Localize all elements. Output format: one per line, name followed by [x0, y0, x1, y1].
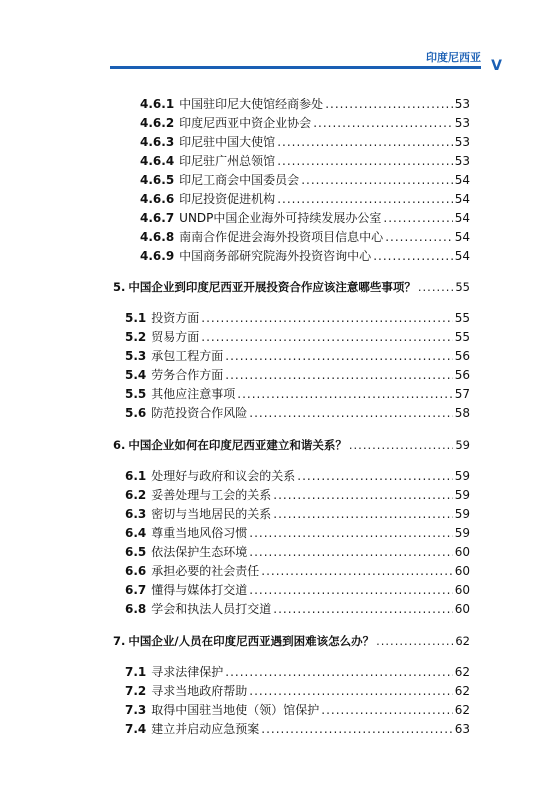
toc-entry-title: 投资方面 [151, 311, 200, 325]
toc-entry-page: 54 [454, 173, 470, 187]
toc-entry-title: 密切与当地居民的关系 [151, 507, 272, 521]
toc-entry-page: 58 [454, 406, 470, 420]
toc-entry-number: 5.1 [125, 311, 147, 325]
toc-leader-dots [376, 633, 453, 649]
toc-chapter-7[interactable] [113, 633, 470, 649]
toc-entry-title: 寻求当地政府帮助 [151, 684, 248, 698]
toc-leader-dots [249, 525, 452, 541]
toc-entry-title: 贸易方面 [151, 330, 200, 344]
toc-entry-number: 6.2 [125, 488, 147, 502]
header-title: 印度尼西亚 [426, 51, 481, 64]
toc-chapter-5[interactable] [113, 279, 470, 295]
toc-leader-dots [249, 544, 452, 560]
toc-entry[interactable] [140, 153, 470, 169]
toc-chapter-page: 62 [455, 634, 470, 648]
toc-entry[interactable] [125, 405, 470, 421]
toc-leader-dots [349, 437, 453, 453]
toc-entry[interactable] [140, 248, 470, 264]
toc-entry-title: 中国驻印尼大使馆经商参处 [179, 97, 324, 111]
toc-entry[interactable] [125, 310, 470, 326]
toc-leader-dots [277, 153, 453, 169]
toc-entry[interactable] [125, 544, 470, 560]
toc-entry-number: 5.4 [125, 368, 147, 382]
toc-entry-page: 60 [454, 545, 470, 559]
toc-entry-page: 53 [454, 97, 470, 111]
toc-entry-number: 7.3 [125, 703, 147, 717]
toc-leader-dots [249, 683, 452, 699]
toc-entry-title: 印尼工商会中国委员会 [179, 173, 300, 187]
toc-leader-dots [385, 229, 453, 245]
toc-entry-page: 62 [454, 703, 470, 717]
toc-entry-page: 55 [454, 330, 470, 344]
toc-entry-page: 54 [454, 192, 470, 206]
toc-chapter-page: 59 [455, 438, 470, 452]
toc-entry-number: 6.8 [125, 602, 147, 616]
toc-entry-number: 4.6.4 [140, 154, 175, 168]
toc-entry-page: 60 [454, 583, 470, 597]
toc-entry-number: 4.6.5 [140, 173, 175, 187]
toc-entry-title: 尊重当地风俗习惯 [151, 526, 248, 540]
toc-entry[interactable] [125, 348, 470, 364]
toc-entry-page: 53 [454, 154, 470, 168]
toc-leader-dots [273, 506, 452, 522]
toc-entry-title: 处理好与政府和议会的关系 [151, 469, 296, 483]
toc-entry-title: 承包工程方面 [151, 349, 224, 363]
toc-entry[interactable] [125, 702, 470, 718]
toc-leader-dots [273, 601, 452, 617]
toc-entry-number: 4.6.2 [140, 116, 175, 130]
toc-entry-page: 59 [454, 507, 470, 521]
toc-entry-title: 印度尼西亚中资企业协会 [179, 116, 312, 130]
toc-chapter-6[interactable] [113, 437, 470, 453]
toc-entry[interactable] [125, 487, 470, 503]
toc-entry-title: 懂得与媒体打交道 [151, 583, 248, 597]
toc-entry[interactable] [125, 683, 470, 699]
toc-entry-title: 承担必要的社会责任 [151, 564, 260, 578]
toc-entry-number: 6.1 [125, 469, 147, 483]
toc-entry-page: 62 [454, 665, 470, 679]
toc-leader-dots [313, 115, 453, 131]
toc-entry-page: 60 [454, 564, 470, 578]
toc-entry-number: 4.6.3 [140, 135, 175, 149]
toc-entry[interactable] [125, 563, 470, 579]
toc-entry-number: 7.4 [125, 722, 147, 736]
toc-leader-dots [261, 563, 452, 579]
toc-leader-dots [237, 386, 452, 402]
toc-leader-dots [418, 279, 453, 295]
toc-entry-number: 4.6.6 [140, 192, 175, 206]
toc-entry-number: 6.7 [125, 583, 147, 597]
toc-leader-dots [249, 405, 452, 421]
toc-entry-page: 54 [454, 211, 470, 225]
toc-entry-title: 建立并启动应急预案 [151, 722, 260, 736]
toc-entry[interactable] [140, 96, 470, 112]
toc-leader-dots [383, 210, 452, 226]
toc-entry-page: 56 [454, 349, 470, 363]
toc-leader-dots [225, 348, 452, 364]
toc-chapter-page: 55 [455, 280, 470, 294]
toc-entry-page: 57 [454, 387, 470, 401]
toc-entry-page: 59 [454, 526, 470, 540]
toc-entry-number: 4.6.1 [140, 97, 175, 111]
toc-entry[interactable] [140, 210, 470, 226]
toc-entry-number: 7.2 [125, 684, 147, 698]
toc-entry-number: 5.6 [125, 406, 147, 420]
toc-chapter-number: 5. [113, 280, 126, 294]
toc-entry-title: 寻求法律保护 [151, 665, 224, 679]
toc-entry[interactable] [140, 191, 470, 207]
page-marker: V [491, 58, 502, 74]
toc-entry-number: 4.6.7 [140, 211, 175, 225]
toc-chapter-number: 7. [113, 634, 126, 648]
toc-entry-page: 62 [454, 684, 470, 698]
toc-entry-title: 取得中国驻当地使（领）馆保护 [151, 703, 320, 717]
toc-chapter-title: 中国企业到印度尼西亚开展投资合作应该注意哪些事项？ [128, 280, 416, 294]
toc-chapter-title: 中国企业/人员在印度尼西亚遇到困难该怎么办？ [128, 634, 375, 648]
toc-leader-dots [225, 664, 452, 680]
toc-entry[interactable] [125, 601, 470, 617]
toc-entry[interactable] [125, 386, 470, 402]
toc-entry-page: 59 [454, 469, 470, 483]
toc-entry-title: 学会和执法人员打交道 [151, 602, 272, 616]
toc-entry-number: 5.2 [125, 330, 147, 344]
toc-leader-dots [225, 367, 452, 383]
toc-entry[interactable] [140, 172, 470, 188]
toc-entry-page: 54 [454, 249, 470, 263]
toc-entry[interactable] [140, 115, 470, 131]
toc-leader-dots [201, 329, 452, 345]
toc-leader-dots [277, 191, 453, 207]
toc-entry-number: 6.4 [125, 526, 147, 540]
toc-entry-page: 54 [454, 230, 470, 244]
toc-entry[interactable] [125, 525, 470, 541]
toc-entry-title: 印尼投资促进机构 [179, 192, 276, 206]
toc-entry[interactable] [125, 367, 470, 383]
toc-entry-title: 南南合作促进会海外投资项目信息中心 [179, 230, 384, 244]
toc-leader-dots [273, 487, 452, 503]
toc-entry-number: 6.3 [125, 507, 147, 521]
toc-entry-page: 63 [454, 722, 470, 736]
toc-entry[interactable] [125, 664, 470, 680]
toc-leader-dots [321, 702, 452, 718]
toc-entry-number: 4.6.9 [140, 249, 175, 263]
toc-leader-dots [301, 172, 453, 188]
toc-entry-number: 5.3 [125, 349, 147, 363]
toc-entry[interactable] [125, 329, 470, 345]
toc-entry-number: 6.5 [125, 545, 147, 559]
toc-entry-page: 60 [454, 602, 470, 616]
toc-entry[interactable] [125, 582, 470, 598]
toc-entry-number: 7.1 [125, 665, 147, 679]
toc-entry-number: 6.6 [125, 564, 147, 578]
toc-entry-title: 劳务合作方面 [151, 368, 224, 382]
toc-entry-title: 防范投资合作风险 [151, 406, 248, 420]
toc-leader-dots [277, 134, 453, 150]
toc-leader-dots [297, 468, 452, 484]
toc-leader-dots [373, 248, 453, 264]
toc-leader-dots [201, 310, 452, 326]
toc-entry-number: 5.5 [125, 387, 147, 401]
toc-entry-page: 53 [454, 135, 470, 149]
toc-entry[interactable] [125, 506, 470, 522]
toc-entry-title: 依法保护生态环境 [151, 545, 248, 559]
toc-entry-title: 中国商务部研究院海外投资咨询中心 [179, 249, 372, 263]
toc-chapter-title: 中国企业如何在印度尼西亚建立和谐关系？ [128, 438, 347, 452]
toc-entry[interactable] [125, 721, 470, 737]
toc-entry-page: 53 [454, 116, 470, 130]
toc-entry-title: UNDP中国企业海外可持续发展办公室 [179, 211, 382, 225]
toc-leader-dots [325, 96, 453, 112]
toc-entry-title: 其他应注意事项 [151, 387, 236, 401]
toc-entry-number: 4.6.8 [140, 230, 175, 244]
toc-chapter-number: 6. [113, 438, 126, 452]
toc-entry-page: 59 [454, 488, 470, 502]
toc-entry[interactable] [140, 229, 470, 245]
toc-entry-title: 妥善处理与工会的关系 [151, 488, 272, 502]
toc-leader-dots [249, 582, 452, 598]
toc-entry-title: 印尼驻中国大使馆 [179, 135, 276, 149]
toc-entry[interactable] [140, 134, 470, 150]
toc-entry-page: 55 [454, 311, 470, 325]
toc-entry-page: 56 [454, 368, 470, 382]
header-rule [110, 66, 481, 69]
toc-entry[interactable] [125, 468, 470, 484]
toc-leader-dots [261, 721, 452, 737]
toc-entry-title: 印尼驻广州总领馆 [179, 154, 276, 168]
